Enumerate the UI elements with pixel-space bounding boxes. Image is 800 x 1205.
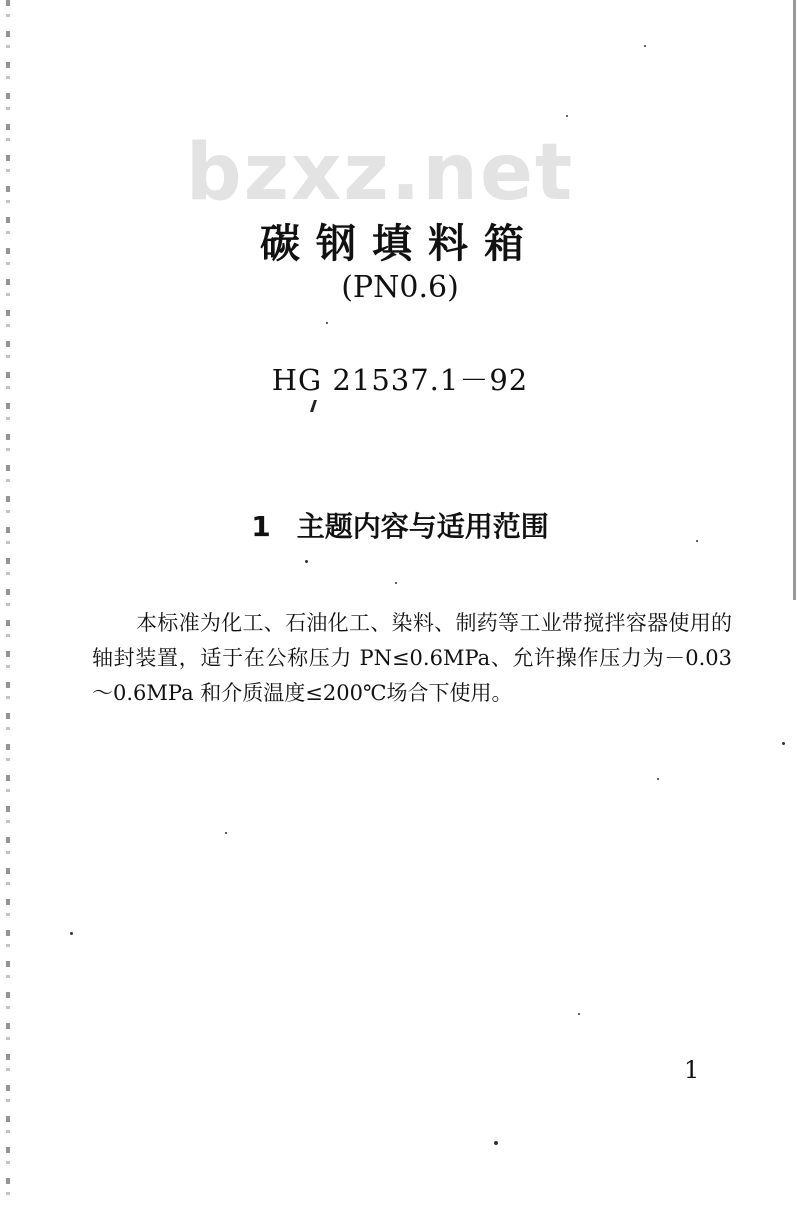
scan-speck [326,322,328,324]
scan-speck [696,540,698,542]
section-heading [0,505,800,545]
standard-code: HG 21537.1－92 [271,363,529,397]
scan-speck [657,778,659,780]
document-title: 碳钢填料箱 [260,221,540,267]
scan-speck [305,560,308,563]
scan-speck [578,1013,580,1015]
scan-speck [782,742,785,745]
pressure-class: (PN0.6) [341,270,459,305]
watermark: bzxz.net [185,128,575,218]
scan-speck [494,1141,498,1145]
scan-speck [225,832,227,834]
page-number: 1 [684,1056,700,1084]
section-title: 主题内容与适用范围 [296,510,549,543]
scan-speck [644,45,646,47]
scan-mark [310,400,317,412]
scan-speck [395,582,397,584]
section-body [92,606,732,711]
scan-speck [566,115,568,117]
body-paragraph: 本标准为化工、石油化工、染料、制药等工业带搅拌容器使用的轴封装置，适于在公称压力 PN≤0.6MPa、允许操作压力为－0.03～0.6MPa 和介质温度≤200℃场合下使用。 [92,611,732,705]
section-number: 1 [251,510,271,543]
scan-speck [70,932,73,935]
